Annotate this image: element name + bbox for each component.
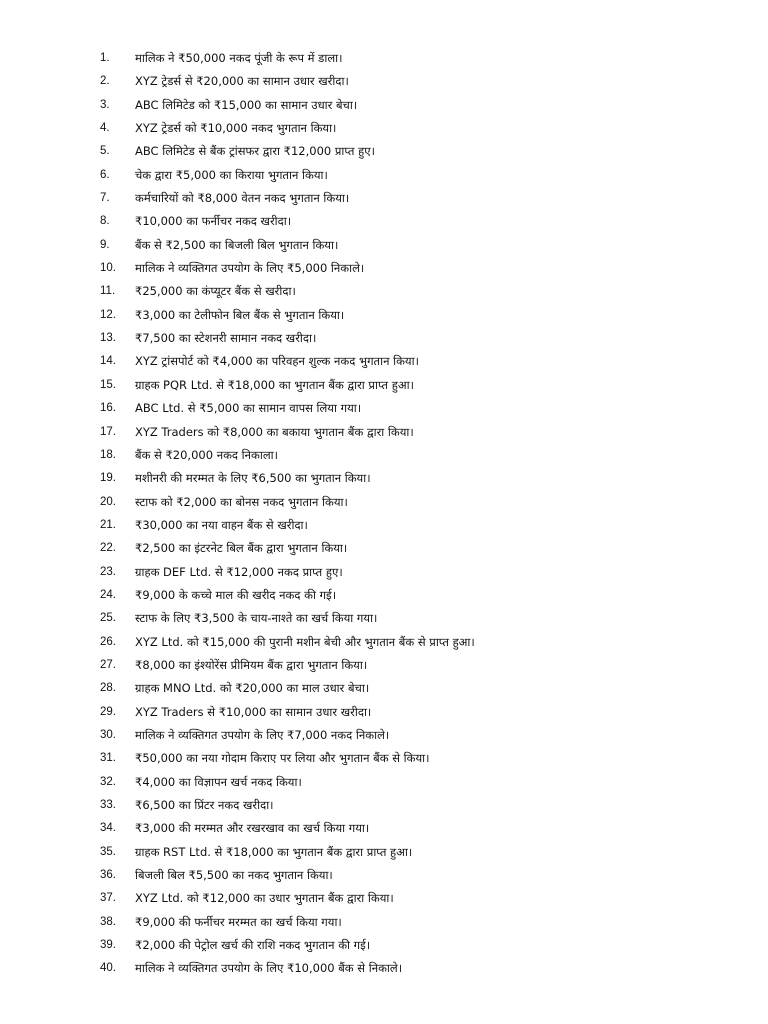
item-number: 8. bbox=[100, 215, 110, 228]
list-item bbox=[100, 561, 750, 584]
list-item bbox=[100, 701, 750, 724]
item-number: 10. bbox=[100, 262, 116, 275]
item-number: 14. bbox=[100, 355, 116, 368]
item-text: ₹2,500 का इंटरनेट बिल बैंक द्वारा भुगतान किया। bbox=[135, 541, 348, 556]
item-text: मालिक ने व्यक्तिगत उपयोग के लिए ₹5,000 निकाले। bbox=[135, 261, 365, 276]
list-item bbox=[100, 467, 750, 490]
list-item bbox=[100, 537, 750, 560]
item-number: 20. bbox=[100, 495, 116, 508]
item-text: ₹8,000 का इंश्योरेंस प्रीमियम बैंक द्वारा भुगतान किया। bbox=[135, 657, 368, 672]
list-item bbox=[100, 957, 750, 980]
item-text: मशीनरी की मरम्मत के लिए ₹6,500 का भुगतान किया। bbox=[135, 471, 371, 486]
item-number: 40. bbox=[100, 962, 116, 975]
item-number: 31. bbox=[100, 752, 116, 765]
item-number: 7. bbox=[100, 192, 110, 205]
item-text: ₹25,000 का कंप्यूटर बैंक से खरीदा। bbox=[135, 284, 296, 299]
item-text: ग्राहक DEF Ltd. से ₹12,000 नकद प्राप्त हुए। bbox=[135, 564, 343, 579]
item-text: बैंक से ₹20,000 नकद निकाला। bbox=[135, 447, 278, 462]
list-item bbox=[100, 584, 750, 607]
item-number: 32. bbox=[100, 775, 116, 788]
item-text: ₹6,500 का प्रिंटर नकद खरीदा। bbox=[135, 798, 274, 812]
list-item bbox=[100, 794, 750, 817]
item-number: 17. bbox=[100, 425, 116, 438]
item-number: 37. bbox=[100, 892, 116, 905]
list-item bbox=[100, 724, 750, 747]
item-text: ₹7,500 का स्टेशनरी सामान नकद खरीदा। bbox=[135, 331, 317, 346]
item-text: स्टाफ के लिए ₹3,500 के चाय-नाश्ते का खर्च किया गया। bbox=[135, 611, 378, 626]
list-item bbox=[100, 747, 750, 770]
list-item bbox=[100, 887, 750, 910]
item-text: ₹10,000 का फर्नीचर नकद खरीदा। bbox=[135, 214, 292, 229]
item-text: ग्राहक RST Ltd. से ₹18,000 का भुगतान बैंक द्वारा प्राप्त हुआ। bbox=[135, 844, 413, 859]
list-item bbox=[100, 257, 750, 280]
item-text: ₹9,000 के कच्चे माल की खरीद नकद की गई। bbox=[135, 587, 337, 602]
item-text: मालिक ने ₹50,000 नकद पूंजी के रूप में डाला। bbox=[135, 51, 343, 65]
list-item bbox=[100, 350, 750, 373]
list-item bbox=[100, 374, 750, 397]
list-item bbox=[100, 47, 750, 70]
item-text: मालिक ने व्यक्तिगत उपयोग के लिए ₹7,000 नकद निकाले। bbox=[135, 727, 390, 742]
list-item bbox=[100, 491, 750, 514]
item-number: 39. bbox=[100, 939, 116, 952]
item-text: XYZ ट्रेडर्स से ₹20,000 का सामान उधार खरीदा। bbox=[135, 74, 349, 89]
item-number: 1. bbox=[100, 52, 110, 64]
list-item bbox=[100, 164, 750, 187]
list-item bbox=[100, 911, 750, 934]
item-text: ₹4,000 का विज्ञापन खर्च नकद किया। bbox=[135, 774, 302, 789]
item-number: 33. bbox=[100, 799, 116, 811]
list-item bbox=[100, 117, 750, 140]
item-number: 5. bbox=[100, 145, 110, 158]
item-text: मालिक ने व्यक्तिगत उपयोग के लिए ₹10,000 बैंक से निकाले। bbox=[135, 961, 403, 976]
item-number: 4. bbox=[100, 122, 110, 135]
list-item bbox=[100, 444, 750, 467]
item-text: ABC Ltd. से ₹5,000 का सामान वापस लिया गया। bbox=[135, 401, 362, 416]
list-item bbox=[100, 140, 750, 163]
item-number: 13. bbox=[100, 332, 116, 345]
list-item bbox=[100, 607, 750, 630]
list-item bbox=[100, 210, 750, 233]
list-item bbox=[100, 304, 750, 327]
list-item bbox=[100, 817, 750, 840]
item-number: 3. bbox=[100, 98, 110, 111]
item-text: ₹50,000 का नया गोदाम किराए पर लिया और भुगतान बैंक से किया। bbox=[135, 751, 430, 766]
list-item bbox=[100, 841, 750, 864]
item-text: ₹30,000 का नया वाहन बैंक से खरीदा। bbox=[135, 517, 308, 532]
item-text: चेक द्वारा ₹5,000 का किराया भुगतान किया। bbox=[135, 167, 328, 182]
item-text: बिजली बिल ₹5,500 का नकद भुगतान किया। bbox=[135, 868, 333, 883]
item-text: स्टाफ को ₹2,000 का बोनस नकद भुगतान किया। bbox=[135, 494, 348, 509]
item-number: 18. bbox=[100, 448, 116, 461]
item-number: 2. bbox=[100, 75, 110, 88]
list-item bbox=[100, 771, 750, 794]
item-number: 36. bbox=[100, 869, 116, 882]
item-text: XYZ ट्रांसपोर्ट को ₹4,000 का परिवहन शुल्क नकद भुगतान किया। bbox=[135, 354, 419, 369]
list-item bbox=[100, 280, 750, 303]
list-item bbox=[100, 654, 750, 677]
transaction-list bbox=[100, 47, 750, 981]
item-number: 23. bbox=[100, 565, 116, 578]
item-text: ₹3,000 की मरम्मत और रखरखाव का खर्च किया गया। bbox=[135, 821, 370, 836]
item-text: ABC लिमिटेड से बैंक ट्रांसफर द्वारा ₹12,000 प्राप्त हुए। bbox=[135, 144, 375, 159]
list-item bbox=[100, 397, 750, 420]
list-item bbox=[100, 934, 750, 957]
item-text: कर्मचारियों को ₹8,000 वेतन नकद भुगतान किया। bbox=[135, 191, 350, 206]
item-number: 22. bbox=[100, 542, 116, 555]
item-text: ₹3,000 का टेलीफोन बिल बैंक से भुगतान किया। bbox=[135, 307, 345, 322]
item-number: 21. bbox=[100, 518, 116, 531]
item-number: 9. bbox=[100, 238, 110, 251]
item-number: 15. bbox=[100, 378, 116, 391]
item-number: 25. bbox=[100, 612, 116, 625]
item-number: 26. bbox=[100, 635, 116, 648]
item-text: ग्राहक PQR Ltd. से ₹18,000 का भुगतान बैंक द्वारा प्राप्त हुआ। bbox=[135, 377, 414, 392]
item-text: XYZ ट्रेडर्स को ₹10,000 नकद भुगतान किया। bbox=[135, 121, 337, 136]
item-number: 38. bbox=[100, 915, 116, 928]
item-number: 35. bbox=[100, 845, 116, 858]
item-number: 12. bbox=[100, 308, 116, 321]
list-item bbox=[100, 234, 750, 257]
item-number: 28. bbox=[100, 682, 116, 695]
item-number: 19. bbox=[100, 472, 116, 485]
list-item bbox=[100, 864, 750, 887]
item-number: 30. bbox=[100, 728, 116, 741]
list-item bbox=[100, 327, 750, 350]
item-text: ग्राहक MNO Ltd. को ₹20,000 का माल उधार बेचा। bbox=[135, 681, 370, 696]
item-number: 27. bbox=[100, 658, 116, 671]
list-item bbox=[100, 70, 750, 93]
list-item bbox=[100, 514, 750, 537]
list-item bbox=[100, 94, 750, 117]
item-text: XYZ Ltd. को ₹12,000 का उधार भुगतान बैंक द्वारा किया। bbox=[135, 891, 394, 906]
item-number: 29. bbox=[100, 705, 116, 718]
item-text: ₹2,000 की पेट्रोल खर्च की राशि नकद भुगतान की गई। bbox=[135, 938, 371, 953]
item-text: ₹9,000 की फर्नीचर मरम्मत का खर्च किया गया। bbox=[135, 914, 342, 929]
list-item bbox=[100, 631, 750, 654]
item-text: बैंक से ₹2,500 का बिजली बिल भुगतान किया। bbox=[135, 237, 339, 252]
item-number: 34. bbox=[100, 822, 116, 835]
list-item bbox=[100, 677, 750, 700]
item-text: XYZ Traders को ₹8,000 का बकाया भुगतान बैंक द्वारा किया। bbox=[135, 424, 414, 439]
item-number: 24. bbox=[100, 588, 116, 601]
list-item bbox=[100, 187, 750, 210]
list-item bbox=[100, 421, 750, 444]
item-number: 16. bbox=[100, 402, 116, 415]
item-text: XYZ Ltd. को ₹15,000 की पुरानी मशीन बेची और भुगतान बैंक से प्राप्त हुआ। bbox=[135, 634, 475, 649]
item-number: 11. bbox=[100, 285, 116, 298]
item-text: XYZ Traders से ₹10,000 का सामान उधार खरीदा। bbox=[135, 704, 372, 719]
item-text: ABC लिमिटेड को ₹15,000 का सामान उधार बेचा। bbox=[135, 97, 358, 112]
item-number: 6. bbox=[100, 168, 110, 181]
